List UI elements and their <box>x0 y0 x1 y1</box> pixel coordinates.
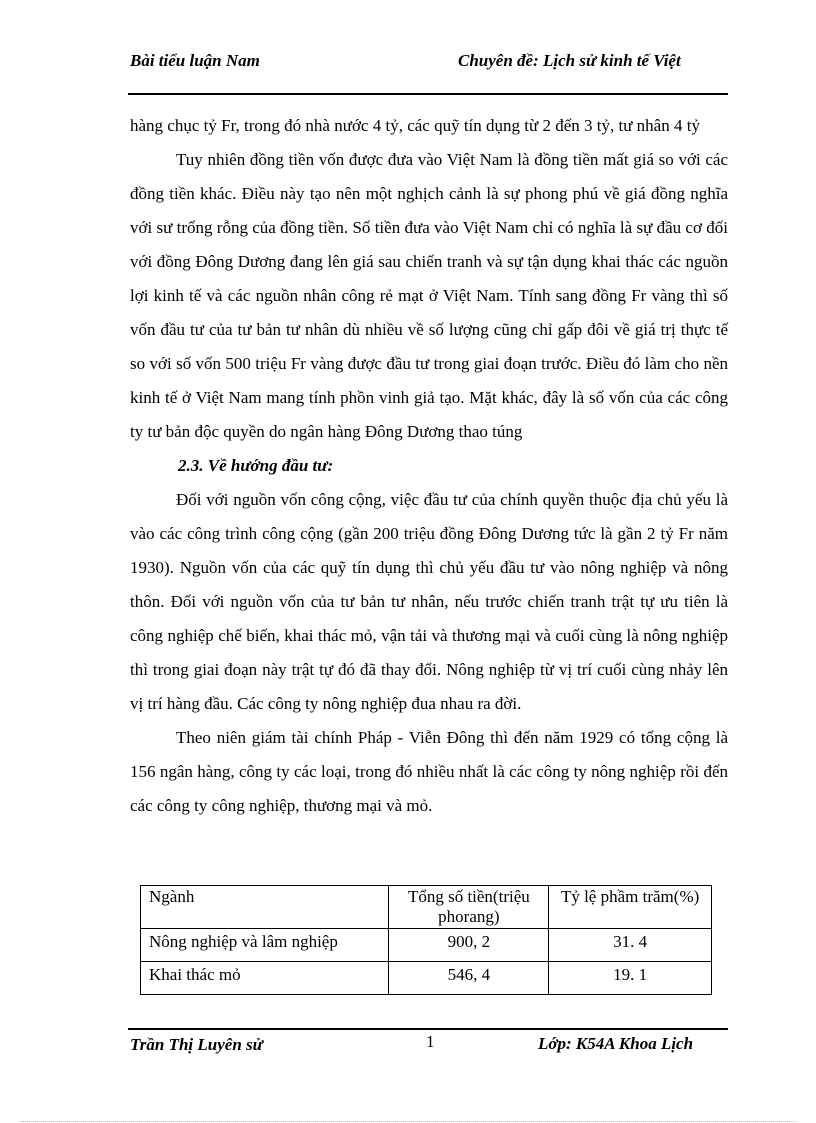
page-number: 1 <box>426 1032 435 1051</box>
header-left-title: Bài tiểu luận Nam <box>130 51 260 70</box>
table-header-row <box>141 886 712 929</box>
paragraph-2: Tuy nhiên đồng tiền vốn được đưa vào Việt Nam là đồng tiền mất giá so với các đồng tiền khác. Điều này tạo nên một nghịch cảnh là sự phong phú về giá đồng nghĩa với sư trống rỗng của đồng tiền. Số tiền đưa vào Việt Nam chỉ có nghĩa là sự đầu cơ đối với đồng Đông Dương đang lên giá sau chiến tranh và sự tận dụng khai thác các nguồn lợi kinh tế và các nguồn nhân công rẻ mạt ở Việt Nam. Tính sang đồng Fr vàng thì số vốn đầu tư của tư bản tư nhân dù nhiều về số lượng cũng chỉ gấp đôi về giá trị thực tế so với số vốn 500 triệu Fr vàng được đầu tư trong giai đoạn trước. Điều đó làm cho nền kinh tế ở Việt Nam mang tính phồn vinh giả tạo. Mặt khác, đây là số vốn của các công ty tư bản độc quyền do ngân hàng Đông Dương thao túng <box>130 150 728 441</box>
page-edge <box>20 1121 796 1122</box>
header-right-title: Chuyên đề: Lịch sử kinh tế Việt <box>458 51 681 70</box>
table-cell: Khai thác mỏ <box>141 962 389 995</box>
header-divider <box>128 93 728 95</box>
table-row <box>141 929 712 962</box>
table-cell: 546, 4 <box>389 962 549 995</box>
footer-author: Trần Thị Luyên sử <box>130 1035 263 1054</box>
table-row <box>141 962 712 995</box>
investment-table <box>140 885 712 995</box>
table-cell: 900, 2 <box>389 929 549 962</box>
paragraph-4: Theo niên giám tài chính Pháp - Viễn Đông thì đến năm 1929 có tổng cộng là 156 ngân hàng, công ty các loại, trong đó nhiều nhất là các công ty nông nghiệp rồi đến các công ty công nghiệp, thương mại và mỏ. <box>130 728 728 815</box>
table-cell: 31. 4 <box>549 929 712 962</box>
table-header-cell: Ngành <box>141 886 389 929</box>
table-cell: Nông nghiệp và lâm nghiệp <box>141 929 389 962</box>
document-body <box>130 109 728 823</box>
table-cell: 19. 1 <box>549 962 712 995</box>
section-heading: 2.3. Về hướng đầu tư: <box>178 456 334 475</box>
table-header-cell: Tổng số tiền(triệu phorang) <box>389 886 549 929</box>
footer-class: Lớp: K54A Khoa Lịch <box>538 1034 694 1053</box>
footer-divider <box>128 1028 728 1030</box>
paragraph-1: hàng chục tỷ Fr, trong đó nhà nước 4 tỷ, các quỹ tín dụng từ 2 đến 3 tỷ, tư nhân 4 tỷ <box>130 116 700 135</box>
paragraph-3: Đối với nguồn vốn công cộng, việc đầu tư của chính quyền thuộc địa chủ yếu là vào các công trình công cộng (gần 200 triệu đồng Đông Dương tức là gần 2 tỷ Fr năm 1930). Nguồn vốn của các quỹ tín dụng thì chủ yếu đầu tư vào nông nghiệp và nông thôn. Đối với nguồn vốn của tư bản tư nhân, nếu trước chiến tranh trật tự ưu tiên là công nghiệp chế biến, khai thác mỏ, vận tải và thương mại và cuối cùng là nông nghiệp thì trong giai đoạn này trật tự đó đã thay đổi. Nông nghiệp từ vị trí cuối cùng nhảy lên vị trí hàng đầu. Các công ty nông nghiệp đua nhau ra đời. <box>130 490 728 713</box>
table-header-cell: Tỷ lệ phầm trăm(%) <box>549 886 712 929</box>
